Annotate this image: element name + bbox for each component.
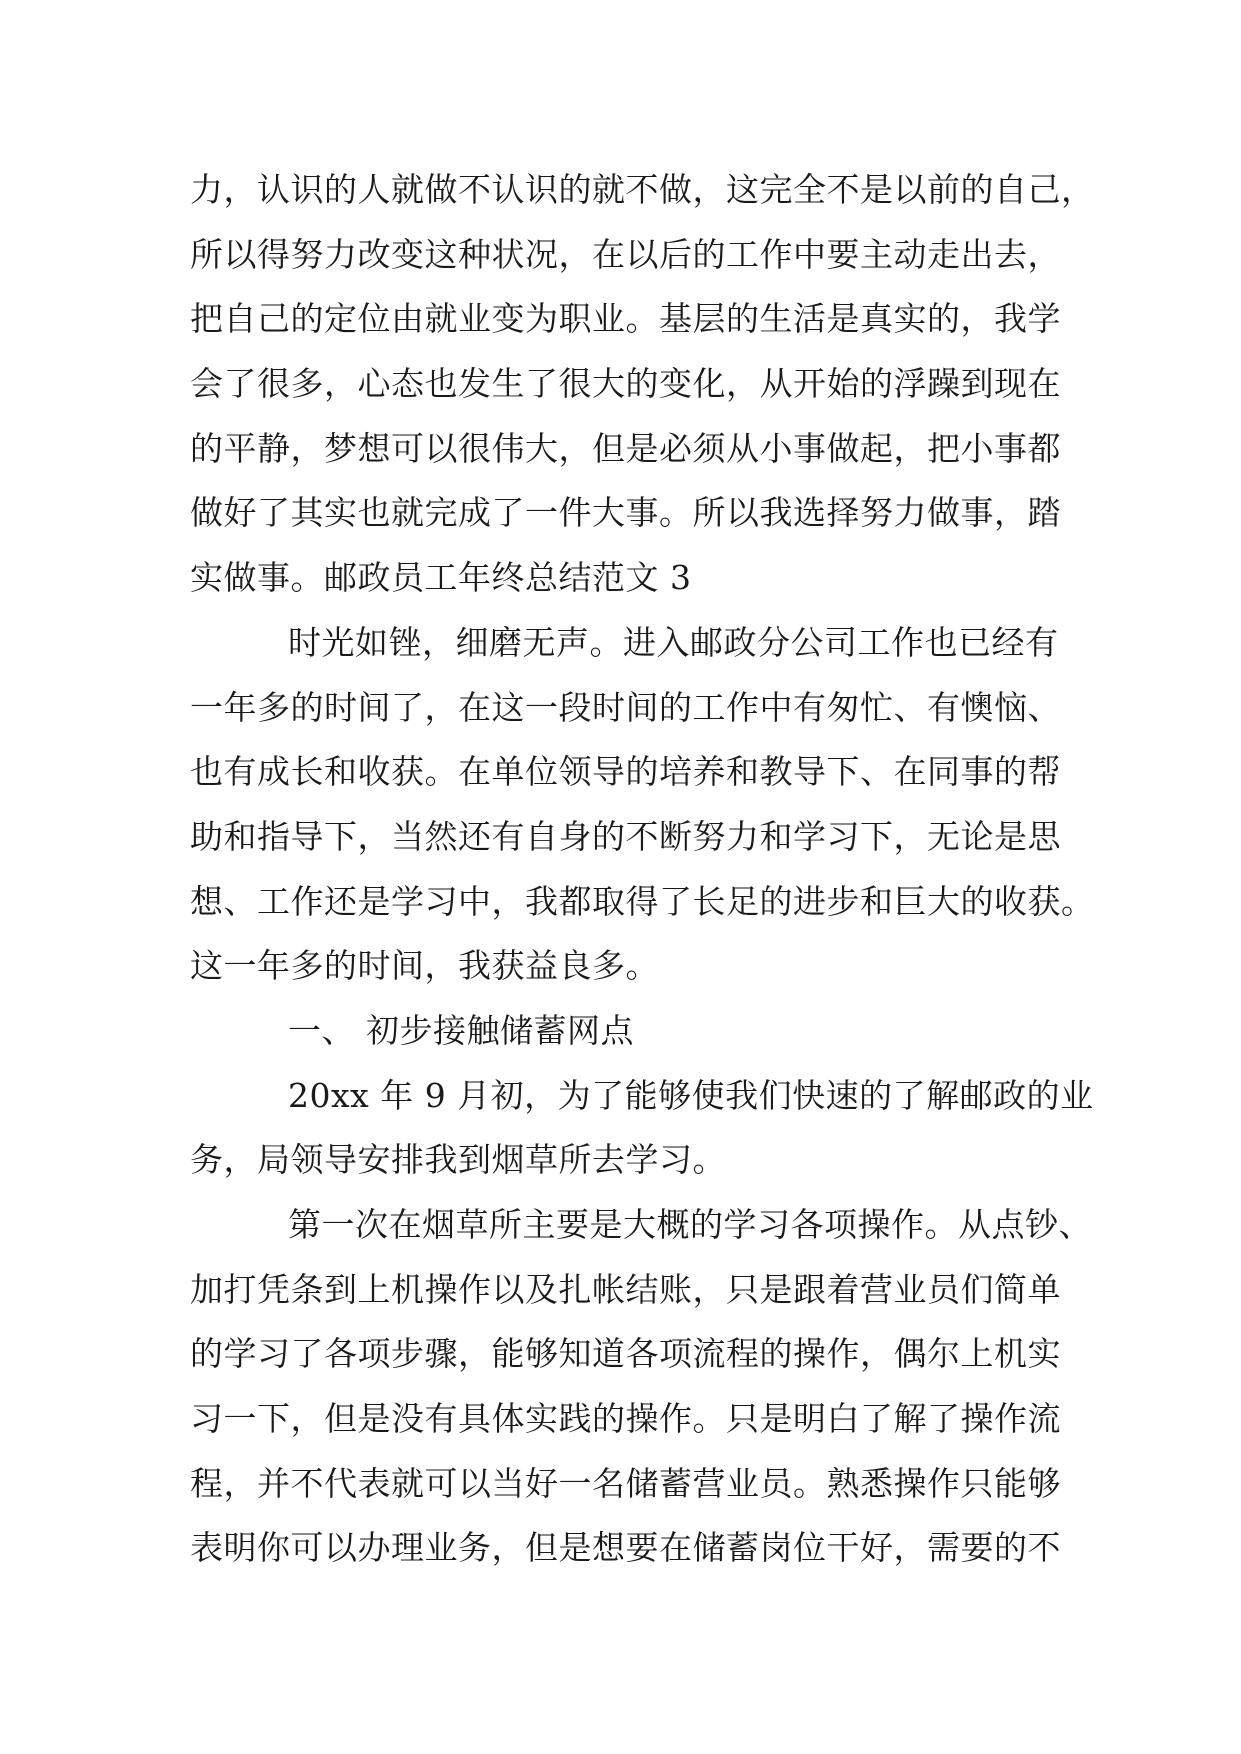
text-line: 所以得努力改变这种状况，在以后的工作中要主动走出去， [190, 234, 1061, 274]
text-line: 把自己的定位由就业变为职业。基层的生活是真实的，我学 [190, 299, 1061, 339]
section-heading: 一、 初步接触储蓄网点 [288, 1010, 634, 1050]
document-body [190, 158, 1095, 1581]
text-line: 一年多的时间了，在这一段时间的工作中有匆忙、有懊恼、 [190, 687, 1061, 727]
text-line: 想、工作还是学习中，我都取得了长足的进步和巨大的收获。 [190, 881, 1095, 921]
text-line: 务，局领导安排我到烟草所去学习。 [190, 1140, 726, 1180]
paragraph-start-line: 第一次在烟草所主要是大概的学习各项操作。从点钞、 [288, 1205, 1092, 1244]
text-line: 习一下，但是没有具体实践的操作。只是明白了解了操作流 [190, 1399, 1061, 1439]
text-line: 的学习了各项步骤，能够知道各项流程的操作，偶尔上机实 [190, 1334, 1061, 1374]
text-line: 程，并不代表就可以当好一名储蓄营业员。熟悉操作只能够 [190, 1463, 1061, 1503]
text-line: 也有成长和收获。在单位领导的培养和教导下、在同事的帮 [190, 752, 1061, 792]
paragraph-start-line: 20xx 年 9 月初，为了能够使我们快速的了解邮政的业 [288, 1075, 1094, 1115]
text-line: 助和指导下，当然还有自身的不断努力和学习下，无论是思 [190, 816, 1061, 856]
text-line: 表明你可以办理业务，但是想要在储蓄岗位干好，需要的不 [190, 1528, 1061, 1568]
text-line: 的平静，梦想可以很伟大，但是必须从小事做起，把小事都 [190, 428, 1061, 468]
text-line: 这一年多的时间，我获益良多。 [190, 946, 659, 986]
text-line: 实做事。邮政员工年终总结范文 3 [190, 558, 692, 598]
text-line: 做好了其实也就完成了一件大事。所以我选择努力做事，踏 [190, 493, 1061, 533]
paragraph-start-line: 时光如锉，细磨无声。进入邮政分公司工作也已经有 [288, 622, 1059, 662]
text-line: 会了很多，心态也发生了很大的变化，从开始的浮躁到现在 [190, 364, 1061, 404]
text-line: 加打凭条到上机操作以及扎帐结账，只是跟着营业员们简单 [190, 1269, 1061, 1309]
text-line: 力，认识的人就做不认识的就不做，这完全不是以前的自己， [190, 170, 1095, 209]
